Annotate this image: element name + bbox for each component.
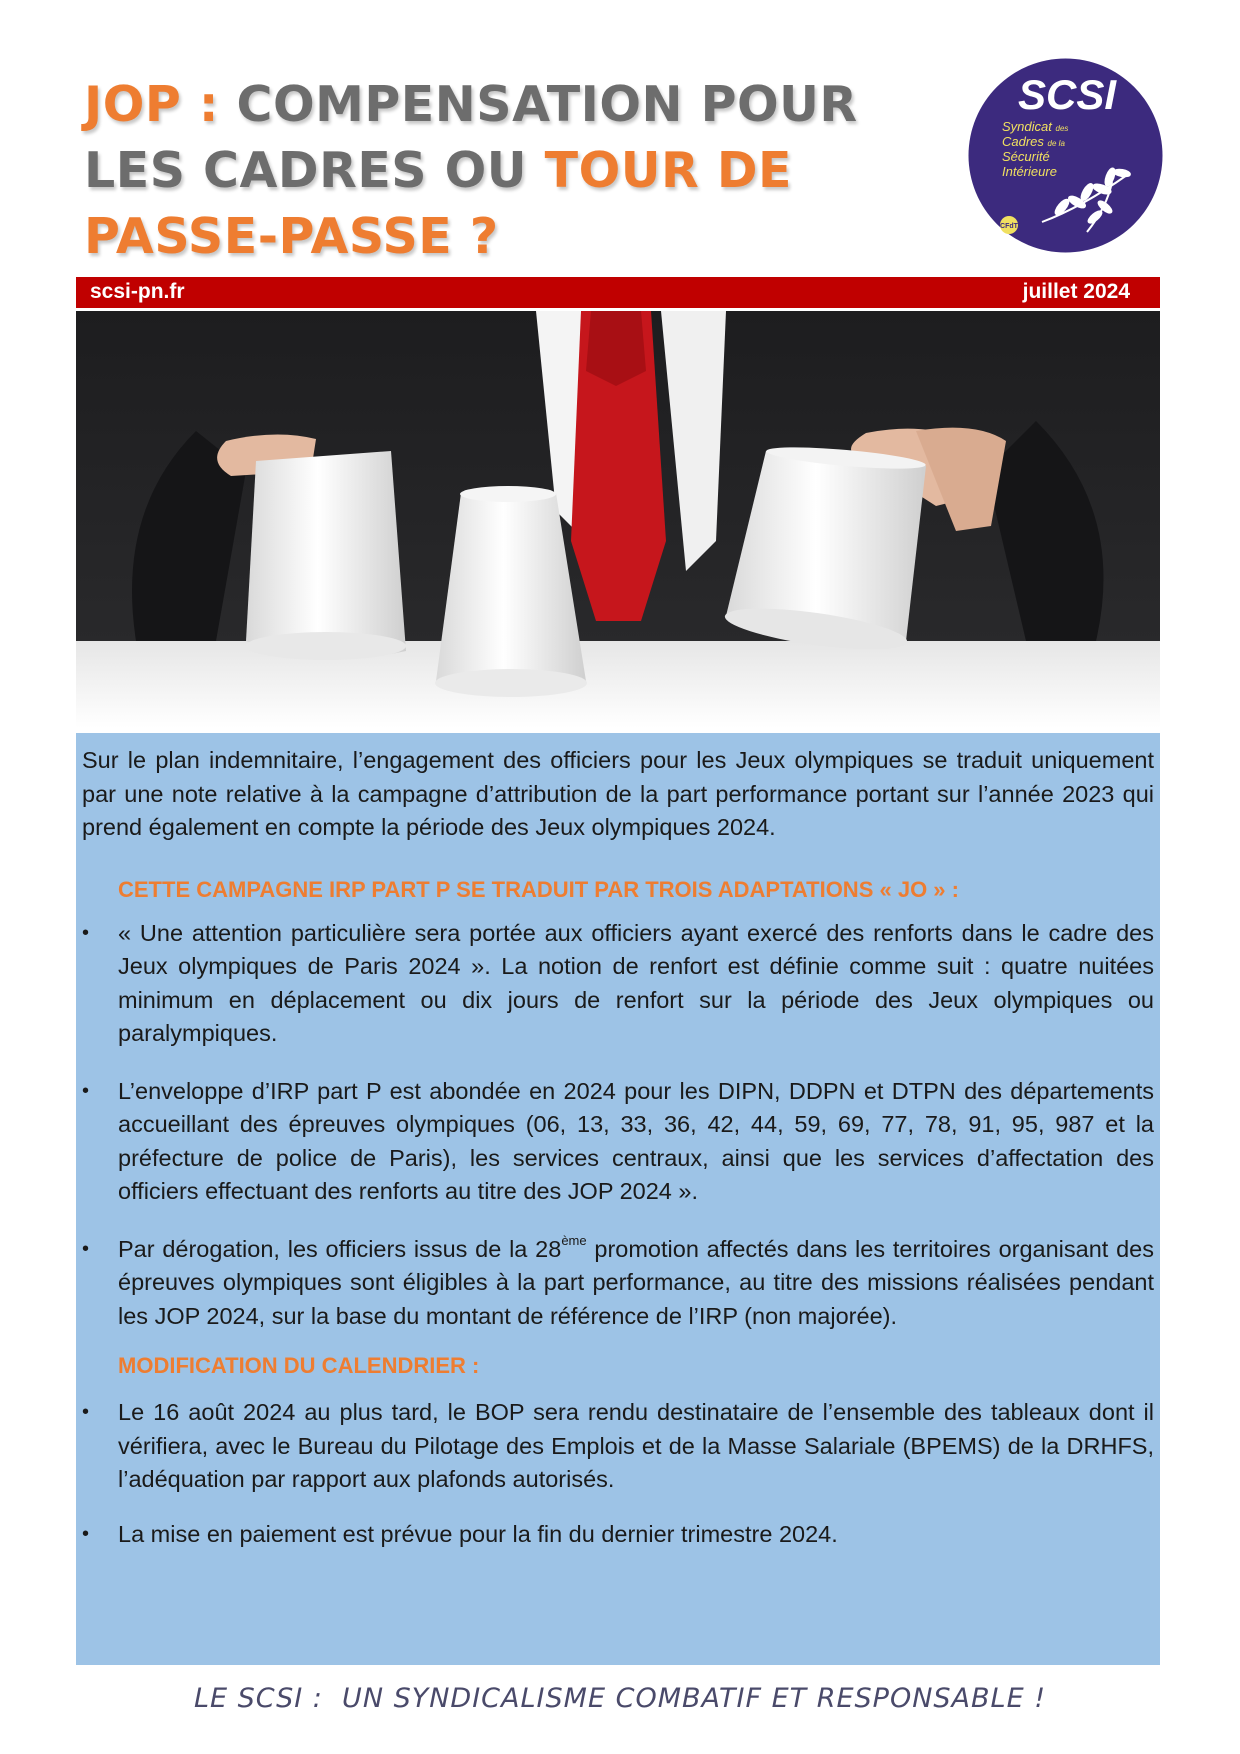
adaptations-list [82, 917, 1154, 1334]
title-suffix: TOUR DE PASSE-PASSE ? [84, 142, 792, 265]
shell-game-cups-photo [76, 311, 1160, 728]
logo-line1: Syndicat des [1002, 119, 1069, 134]
section-heading-calendar: MODIFICATION DU CALENDRIER : [118, 1353, 480, 1378]
title-prefix: JOP : [84, 76, 237, 133]
list-item: • L’enveloppe d’IRP part P est abondée en 2024 pour les DIPN, DDPN et DTPN des départements accueillant des épreuves olympiques (06, 13, 33, 36, 42, 44, 59, 69, 77, 78, 91, 95, 987 et la préfecture de police de Paris), les services centraux, ainsi que les services d’affectation des officiers effectuant des renforts au titre des JOP 2024 ». [82, 1075, 1154, 1209]
calendar-list [82, 1396, 1154, 1551]
logo-line4: Intérieure [1002, 164, 1057, 179]
publication-date: juillet 2024 [1022, 280, 1130, 303]
list-item: • « Une attention particulière sera portée aux officiers ayant exercé des renforts dans le cadre des Jeux olympiques de Paris 2024 ». La notion de renfort est définie comme suit : quatre nuitées minimum en déplacement ou dix jours de renfort sur la période des Jeux olympiques ou paralympiques. [82, 917, 1154, 1051]
logo-acronym: SCSI [1017, 71, 1117, 118]
title-main: COMPENSATION POUR LES CADRES OU [84, 76, 858, 199]
logo-line2: Cadres de la [1002, 134, 1065, 149]
section-heading-adaptations: CETTE CAMPAGNE IRP PART P SE TRADUIT PAR TROIS ADAPTATIONS « JO » : [118, 876, 959, 902]
header-banner [76, 277, 1160, 308]
cfdt-badge: CFdT [1000, 223, 1018, 230]
logo-line3: Sécurité [1002, 149, 1050, 164]
article-body [76, 733, 1160, 1665]
footer-slogan: LE SCSI : UN SYNDICALISME COMBATIF ET RESPONSABLE ! [193, 1683, 1047, 1714]
list-item: • La mise en paiement est prévue pour la fin du dernier trimestre 2024. [82, 1518, 1154, 1552]
list-item: • Par dérogation, les officiers issus de la 28ème promotion affectés dans les territoires organisant des épreuves olympiques sont éligibles à la part performance, au titre des missions réalisées pendant les JOP 2024, sur la base du montant de référence de l’IRP (non majorée). [82, 1233, 1154, 1334]
page-title [84, 72, 964, 270]
list-item: • Le 16 août 2024 au plus tard, le BOP sera rendu destinataire de l’ensemble des tableaux dont il vérifiera, avec le Bureau du Pilotage des Emplois et de la Masse Salariale (BPEMS) de la DRHFS, l’adéquation par rapport aux plafonds autorisés. [82, 1396, 1154, 1497]
scsi-logo [967, 57, 1164, 254]
intro-paragraph: Sur le plan indemnitaire, l’engagement des officiers pour les Jeux olympiques se traduit uniquement par une note relative à la campagne d’attribution de la part performance portant sur l’année 2023 qui prend également en compte la période des Jeux olympiques 2024. [82, 747, 1154, 840]
site-url[interactable]: scsi-pn.fr [90, 280, 185, 303]
